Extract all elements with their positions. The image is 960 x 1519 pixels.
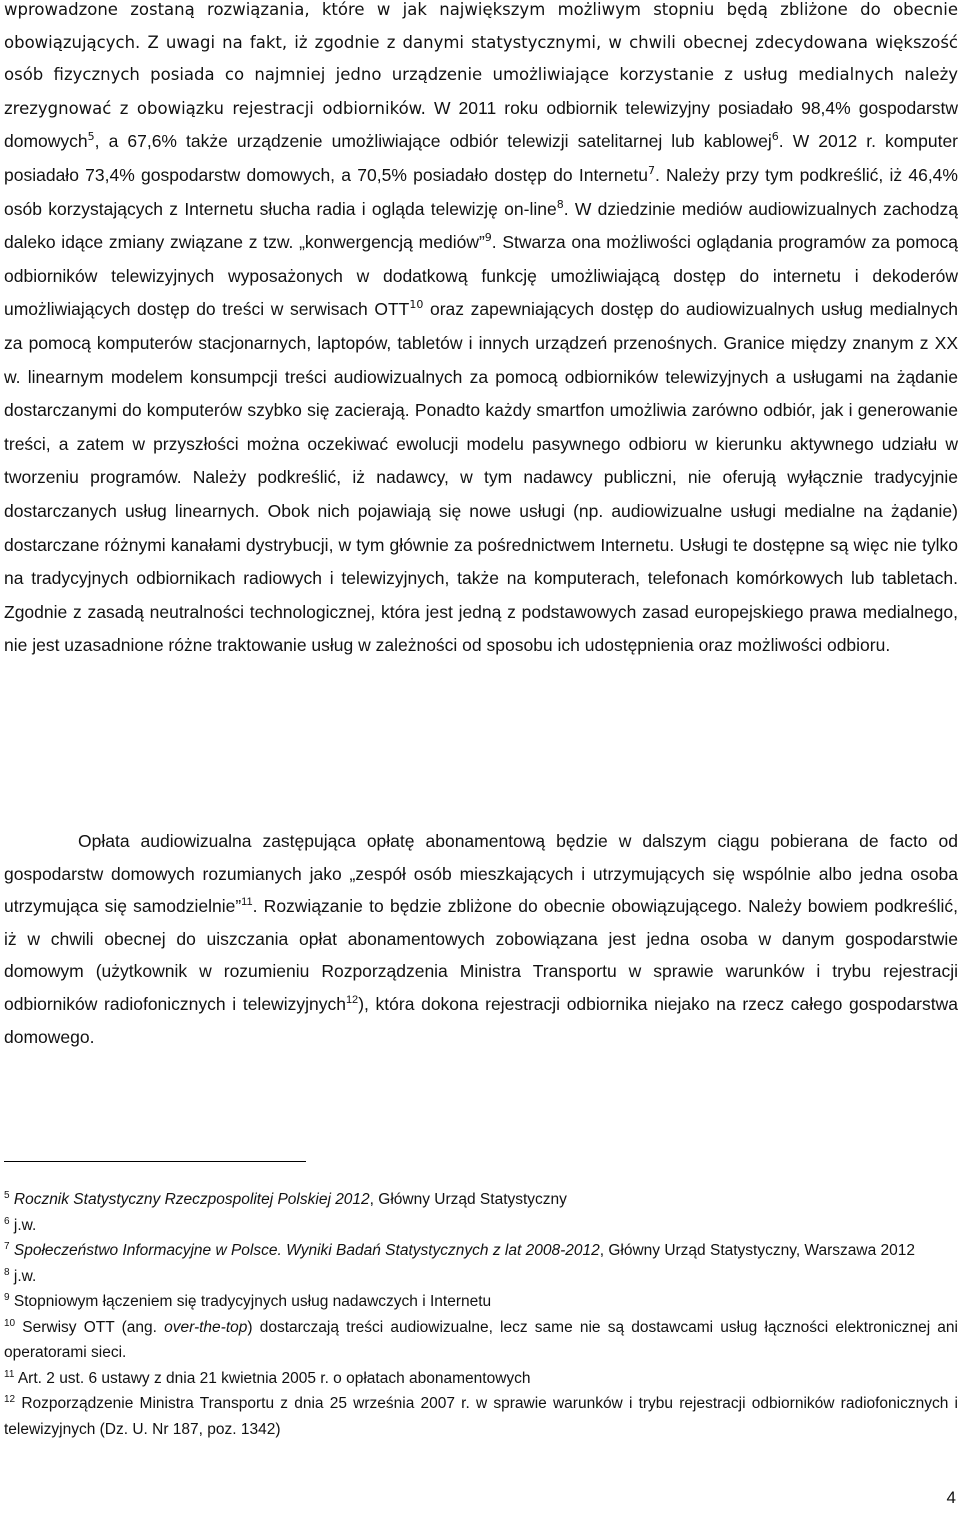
paragraph-text: wprowadzone zostaną rozwiązania, które w jak największym możliwym stopniu będą zbliżone do obecnie obowiązujących. Z uwagi na fakt, iż zgodnie z danymi statystycznymi, w chwili obecnej zdecydowana większość osób fizycznych posiada co najmniej jedno urządzenie umożliwiające korzystanie z usług medialnych należy zrezygnować z obowiązku rejestracji odbiorników. [4, 0, 958, 118]
footnote-ref[interactable]: 10 [409, 298, 424, 312]
paragraph-text: ), która dokona rejestracji odbiornika niejako na rzecz całego gospodarstwa domowego. [4, 993, 958, 1047]
footnote-ref[interactable]: 12 [345, 993, 359, 1006]
footnote-number: 6 [4, 1215, 10, 1227]
footnote-ref[interactable]: 11 [241, 896, 253, 909]
footnote-text: , Główny Urząd Statystyczny [369, 1191, 567, 1208]
footnote-separator [4, 1161, 306, 1162]
footnote-number: 8 [4, 1266, 10, 1278]
paragraph-text: . W 2012 r. komputer posiadało 73,4% gospodarstw domowych, a 70,5% posiadało dostęp do Internetu [4, 131, 958, 185]
footnote [4, 1238, 958, 1264]
footnote-number: 9 [4, 1292, 10, 1303]
paragraph-text: . Należy przy tym podkreślić, iż 46,4% osób korzystających z Internetu słucha radia i ogląda telewizję on-line [4, 164, 958, 219]
footnote-text: Art. 2 ust. 6 ustawy z dnia 21 kwietnia 2005 r. o opłatach abonamentowych [17, 1369, 531, 1387]
body-paragraph-1 [4, 0, 958, 663]
paragraph-text: Opłata audiowizualna zastępująca opłatę abonamentową będzie w dalszym ciągu pobierana de facto od gospodarstw domowych rozumianych jako „zespół osób mieszkających i utrzymujących się wspólnie albo jedna osoba utrzymująca się samodzielnie” [4, 831, 958, 917]
footnote-title: Rocznik Statystyczny Rzeczpospolitej Polskiej 2012 [13, 1191, 370, 1208]
footnote-text: , Główny Urząd Statystyczny, Warszawa 2012 [599, 1242, 915, 1259]
paragraph-text: oraz zapewniających dostęp do audiowizualnych usług medialnych za pomocą komputerów stacjonarnych, laptopów, tabletów i innych urządzeń przenośnych. Granice między znanym z XX w. linearnym modelem konsumpcji treści audiowizualnych za pomocą odbiorników telewizyjnych a usługami na żądanie dostarczanymi do komputerów szybko się zacierają. Ponadto każdy smartfon umożliwia zarówno odbiór, jak i generowanie treści, a zatem w przyszłości można oczekiwać ewolucji modelu pasywnego odbioru w kierunku aktywnego udziału w tworzeniu programów. Należy podkreślić, iż nadawcy, w tym nadawcy publiczni, nie oferują wyłącznie tradycyjnie dostarczanych usług linearnych. Obok nich pojawiają się nowe usługi (np. audiowizualne usługi medialne na żądanie) dostarczane różnymi kanałami dystrybucji, w tym głównie za pośrednictwem Internetu. Usługi te dostępne są więc nie tylko na tradycyjnych odbiornikach radiowych i telewizyjnych, także na komputerach, telefonach komórkowych lub tabletach. Zgodnie z zasadą neutralności technologicznej, która jest jedną z podstawowych zasad europejskiego prawa medialnego, nie jest uzasadnione różne traktowanie usług w zależności od sposobu ich udostępnienia oraz możliwości odbioru. [4, 299, 958, 656]
footnote-number: 7 [4, 1241, 10, 1252]
paragraph-text: . Stwarza ona możliwości oglądania programów za pomocą odbiorników telewizyjnych wyposażonych w dodatkową funkcję umożliwiającą dostęp do internetu i dekoderów umożliwiających dostęp do treści w serwisach OTT [4, 232, 958, 320]
paragraph-text: . W dziedzinie mediów audiowizualnych zachodzą daleko idące zmiany związane z tzw. „konwergencją mediów” [4, 198, 958, 253]
footnote-text: Stopniowym łączeniem się tradycyjnych usług nadawczych i Internetu [13, 1293, 492, 1310]
footnote [4, 1289, 958, 1315]
footnote [4, 1391, 958, 1442]
footnote-number: 10 [4, 1317, 16, 1329]
footnote [4, 1366, 958, 1392]
footnote-text: j.w. [13, 1216, 37, 1234]
footnote-term: over-the-top [164, 1318, 248, 1336]
paragraph-text: , a 67,6% także urządzenie umożliwiające odbiór telewizji satelitarnej lub kablowej [94, 131, 772, 152]
footnote [4, 1187, 958, 1213]
footnote-ref[interactable]: 9 [484, 231, 492, 245]
footnote-text: j.w. [13, 1267, 37, 1285]
footnotes [4, 1187, 958, 1442]
footnote-ref[interactable]: 8 [556, 197, 564, 211]
footnote-ref[interactable]: 5 [87, 130, 95, 144]
footnote-number: 5 [4, 1190, 10, 1201]
footnote [4, 1315, 958, 1366]
footnote-title: Społeczeństwo Informacyjne w Polsce. Wyniki Badań Statystycznych z lat 2008-2012 [13, 1242, 600, 1259]
footnote-ref[interactable]: 6 [771, 130, 779, 144]
footnote-number: 12 [4, 1394, 16, 1405]
footnote [4, 1213, 958, 1239]
footnote-text: Rozporządzenie Ministra Transportu z dnia 25 września 2007 r. w sprawie warunków i trybu rejestracji odbiorników radiofonicznych i telewizyjnych (Dz. U. Nr 187, poz. 1342) [4, 1395, 958, 1438]
footnote-ref[interactable]: 7 [647, 163, 655, 177]
paragraph-text: W 2011 roku odbiornik telewizyjny posiadało 98,4% gospodarstw domowych [4, 97, 958, 152]
footnote-text: Serwisy OTT (ang. [22, 1318, 165, 1336]
body-paragraph-2 [4, 825, 958, 1053]
page-number: 4 [946, 1488, 956, 1507]
footnote-number: 11 [4, 1368, 15, 1380]
footnote-text: ) dostarczają treści audiowizualne, lecz same nie są dostawcami usług łączności elektronicznej ani operatorami sieci. [4, 1318, 958, 1361]
paragraph-text: . Rozwiązanie to będzie zbliżone do obecnie obowiązującego. Należy bowiem podkreślić, iż w chwili obecnej do uiszczania opłat abonamentowych zobowiązana jest jedna osoba w danym gospodarstwie domowym (użytkownik w rozumieniu Rozporządzenia Ministra Transportu w sprawie warunków i trybu rejestracji odbiorników radiofonicznych i telewizyjnych [4, 896, 958, 1014]
footnote [4, 1264, 958, 1290]
